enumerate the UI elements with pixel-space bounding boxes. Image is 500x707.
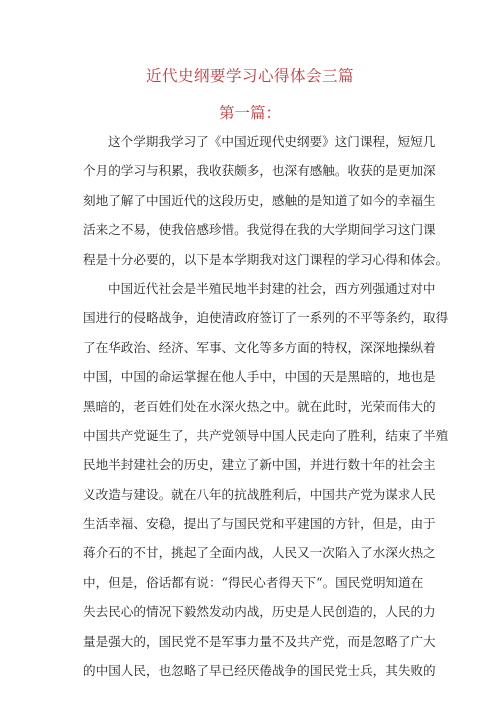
paragraph-1-line: 刻地了解了中国近代的这段历史，感触的是知道了如今的幸福生: [83, 192, 436, 208]
paragraph-2-line: 中，但是，俗话都有说：“得民心者得天下“。国民党明知道在: [83, 574, 424, 590]
paragraph-2-line: 义改造与建设。就在八年的抗战胜利后，中国共产党为谋求人民: [83, 486, 436, 502]
paragraph-2-line: 生活幸福、安稳，提出了与国民党和平建国的方针，但是，由于: [83, 516, 436, 532]
paragraph-2-line: 中国，中国的命运掌握在他人手中，中国的天是黑暗的，地也是: [83, 369, 436, 385]
paragraph-1-line: 这个学期我学习了《中国近现代史纲要》这门课程，短短几: [108, 134, 436, 149]
paragraph-1-line: 程是十分必要的，以下是本学期我对这门课程的学习心得和体会。: [83, 251, 449, 267]
paragraph-2-line: 黑暗的，老百姓们处在水深火热之中。就在此时，光荣而伟大的: [83, 398, 436, 414]
paragraph-1-line: 活来之不易，使我倍感珍惜。我觉得在我的大学期间学习这门课: [83, 222, 436, 238]
paragraph-1-line: 个月的学习与积累，我收获颇多，也深有感触。收获的是更加深: [83, 163, 436, 179]
paragraph-2-line: 蒋介石的不甘，挑起了全面内战，人民又一次陷入了水深火热之: [83, 545, 436, 561]
paragraph-2-line: 中国共产党诞生了，共产党领导中国人民走向了胜利，结束了半殖: [83, 427, 449, 443]
paragraph-2-line: 失去民心的情况下毅然发动内战，历史是人民创造的，人民的力: [83, 604, 436, 620]
document-title: 近代史纲要学习心得体会三篇: [145, 67, 354, 85]
paragraph-2-line: 民地半封建社会的历史，建立了新中国，并进行数十年的社会主: [83, 457, 436, 473]
paragraph-2-line: 国进行的侵略战争，迫使清政府签订了一系列的不平等条约，取得: [83, 310, 449, 326]
document-body: [83, 127, 449, 685]
paragraph-2-line: 中国近代社会是半殖民地半封建的社会，西方列强通过对中: [108, 280, 436, 296]
paragraph-2-line: 的中国人民，也忽略了早已经厌倦战争的国民党士兵，其失败的: [83, 663, 436, 679]
section-heading: 第一篇：: [218, 104, 281, 122]
paragraph-2-line: 了在华政治、经济、军事、文化等多方面的特权，深深地操纵着: [83, 339, 436, 355]
paragraph-2-line: 量是强大的，国民党不是军事力量不及共产党，而是忽略了广大: [83, 633, 436, 649]
